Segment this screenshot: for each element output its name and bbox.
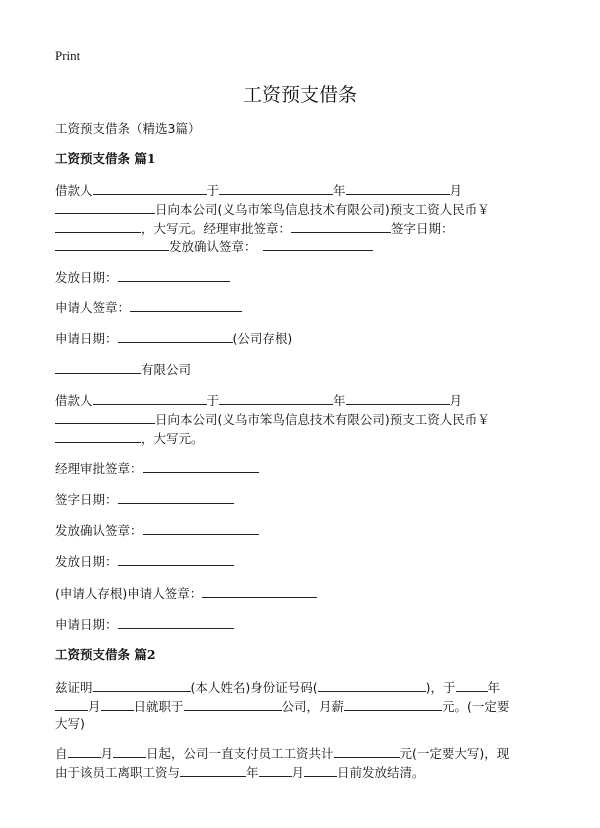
blank (180, 763, 246, 777)
text: 于 (206, 393, 220, 408)
text: ，大写元。经理审批签章： (141, 221, 292, 236)
text: 日起，公司一直支付员工工资共计 (146, 746, 334, 761)
text: 元。(一定要 (442, 699, 510, 714)
text: 年 (333, 393, 346, 408)
blank (202, 584, 317, 598)
blank (68, 744, 101, 758)
label: 签字日期： (55, 492, 118, 507)
text: 年 (333, 183, 346, 198)
blank (219, 181, 333, 195)
blank (55, 200, 155, 214)
blank (55, 237, 169, 251)
text: 借款人 (55, 393, 93, 408)
text: 月 (88, 699, 101, 714)
text: 年 (487, 680, 501, 695)
blank (118, 552, 234, 566)
blank (346, 391, 450, 405)
company-line (55, 360, 191, 378)
text: 元(一定要大写)，现 (399, 746, 510, 761)
text: 由于该员工离职工资与 (55, 765, 181, 780)
blank (101, 697, 134, 711)
blank (219, 391, 333, 405)
page-title: 工资预支借条 (242, 84, 357, 106)
manager-sign-line (55, 459, 259, 477)
blank (118, 615, 234, 629)
label: (申请人存根)申请人签章： (55, 586, 203, 601)
text: 自 (55, 746, 68, 761)
blank (55, 410, 155, 424)
text: 发放确认签章： (169, 239, 257, 254)
text: )，于 (425, 680, 456, 695)
label: 有限公司 (141, 362, 192, 377)
blank (318, 678, 426, 692)
label: 申请日期： (55, 331, 118, 346)
section-heading-1: 工资预支借条 篇1 (55, 151, 156, 166)
label: 发放日期： (55, 554, 118, 569)
text: 于 (206, 183, 220, 198)
applicant-keep-line (55, 584, 317, 602)
blank (55, 697, 88, 711)
blank (456, 678, 488, 692)
blank (93, 391, 207, 405)
blank (143, 459, 259, 473)
applicant-sign-line (55, 298, 242, 316)
blank (263, 237, 373, 251)
blank (93, 181, 207, 195)
label: 发放日期： (55, 270, 118, 285)
blank (118, 490, 234, 504)
blank (184, 697, 282, 711)
blank (259, 763, 292, 777)
sign-date-line (55, 490, 234, 508)
blank (291, 219, 391, 233)
label: 申请日期： (55, 617, 118, 632)
text: 签字日期： (391, 221, 454, 236)
blank (93, 678, 191, 692)
confirm-sign-line (55, 521, 259, 539)
blank (55, 429, 141, 443)
section-heading-2: 工资预支借条 篇2 (55, 647, 156, 662)
apply-date-line (55, 329, 292, 347)
pay-date-line (55, 268, 230, 286)
blank (113, 744, 146, 758)
text: 月 (449, 393, 463, 408)
text: 日向本公司(义乌市笨鸟信息技术有限公司)预支工资人民币￥ (155, 412, 490, 427)
apply-date-line-2 (55, 615, 234, 633)
blank (118, 329, 233, 343)
blank (334, 744, 400, 758)
label: 申请人签章： (55, 300, 131, 315)
text: 日向本公司(义乌市笨鸟信息技术有限公司)预支工资人民币￥ (155, 202, 490, 217)
text: 兹证明 (55, 680, 93, 695)
blank (55, 360, 141, 374)
blank (118, 268, 230, 282)
text: 借款人 (55, 183, 93, 198)
text: ，大写元。 (141, 431, 204, 446)
blank (55, 219, 141, 233)
text: 月 (449, 183, 463, 198)
text: 年 (246, 765, 259, 780)
label: 经理审批签章： (55, 461, 143, 476)
subtitle: 工资预支借条（精选3篇） (55, 121, 201, 136)
blank (130, 298, 242, 312)
label: 发放确认签章： (55, 523, 143, 538)
text: 月 (291, 765, 305, 780)
blank (304, 763, 337, 777)
text: (本人姓名)身份证号码( (190, 680, 318, 695)
blank (346, 181, 450, 195)
text: 月 (100, 746, 114, 761)
text: 日就职于 (133, 699, 184, 714)
text: 大写) (55, 716, 85, 731)
blank (143, 521, 259, 535)
label: (公司存根) (232, 331, 293, 346)
print-link[interactable]: Print (55, 48, 81, 63)
pay-date-line-2 (55, 552, 234, 570)
blank (344, 697, 442, 711)
text: 公司，月薪 (281, 699, 345, 714)
text: 日前发放结清。 (337, 765, 425, 780)
